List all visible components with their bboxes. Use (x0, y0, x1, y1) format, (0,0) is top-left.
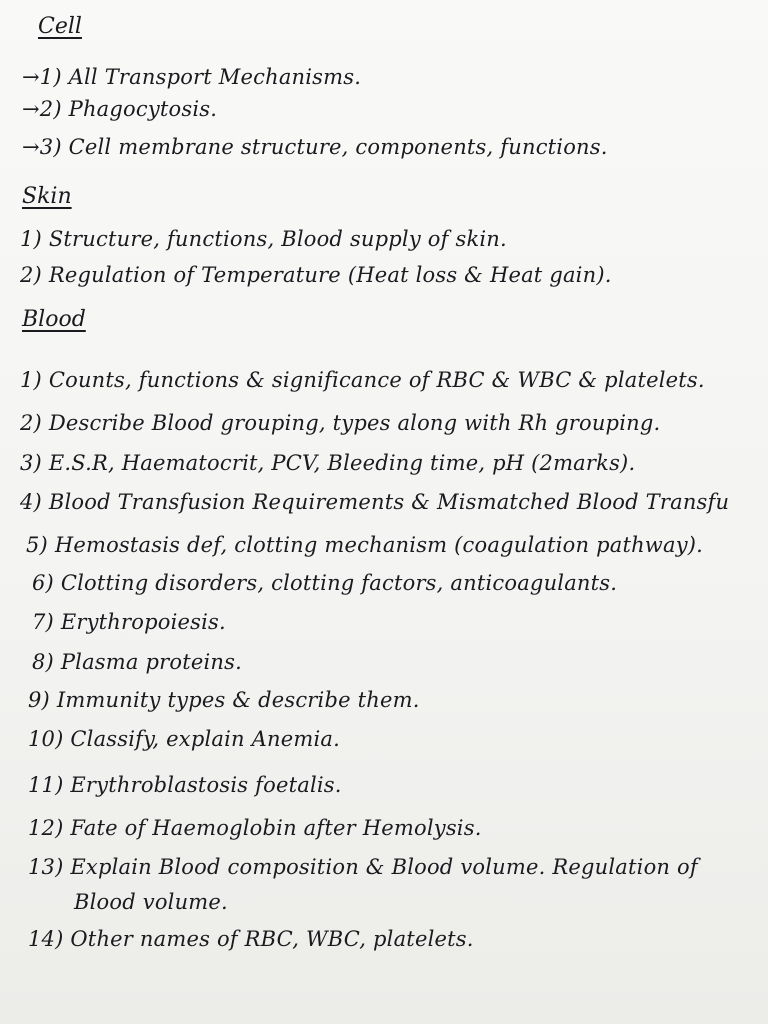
section-heading-blood: Blood (22, 307, 86, 332)
list-item: 2) Describe Blood grouping, types along with Rh grouping. (20, 411, 661, 435)
list-item: 12) Fate of Haemoglobin after Hemolysis. (28, 816, 482, 840)
list-item: 1) Counts, functions & significance of RBC & WBC & platelets. (20, 368, 705, 392)
list-item: 4) Blood Transfusion Requirements & Mismatched Blood Transfu (20, 490, 730, 514)
list-item: 11) Erythroblastosis foetalis. (28, 773, 342, 797)
section-heading-skin: Skin (22, 184, 72, 209)
section-heading-cell: Cell (38, 14, 82, 39)
list-item: 7) Erythropoiesis. (32, 610, 226, 634)
list-item: 2) Regulation of Temperature (Heat loss & Heat gain). (20, 263, 612, 287)
list-item: 1) Structure, functions, Blood supply of skin. (20, 227, 507, 251)
list-item: 6) Clotting disorders, clotting factors, anticoagulants. (32, 571, 618, 595)
list-item: 8) Plasma proteins. (32, 650, 242, 674)
list-item: 14) Other names of RBC, WBC, platelets. (28, 927, 474, 951)
list-item: →1) All Transport Mechanisms. (22, 65, 362, 89)
list-item: 3) E.S.R, Haematocrit, PCV, Bleeding time, pH (2marks). (20, 451, 636, 475)
list-item: 10) Classify, explain Anemia. (28, 727, 340, 751)
list-item: 5) Hemostasis def, clotting mechanism (coagulation pathway). (26, 533, 704, 557)
list-item: →3) Cell membrane structure, components, functions. (22, 135, 608, 159)
list-item: 13) Explain Blood composition & Blood volume. Regulation of (28, 855, 698, 879)
list-item: Blood volume. (74, 890, 228, 914)
list-item: 9) Immunity types & describe them. (28, 688, 420, 712)
list-item: →2) Phagocytosis. (22, 97, 218, 121)
